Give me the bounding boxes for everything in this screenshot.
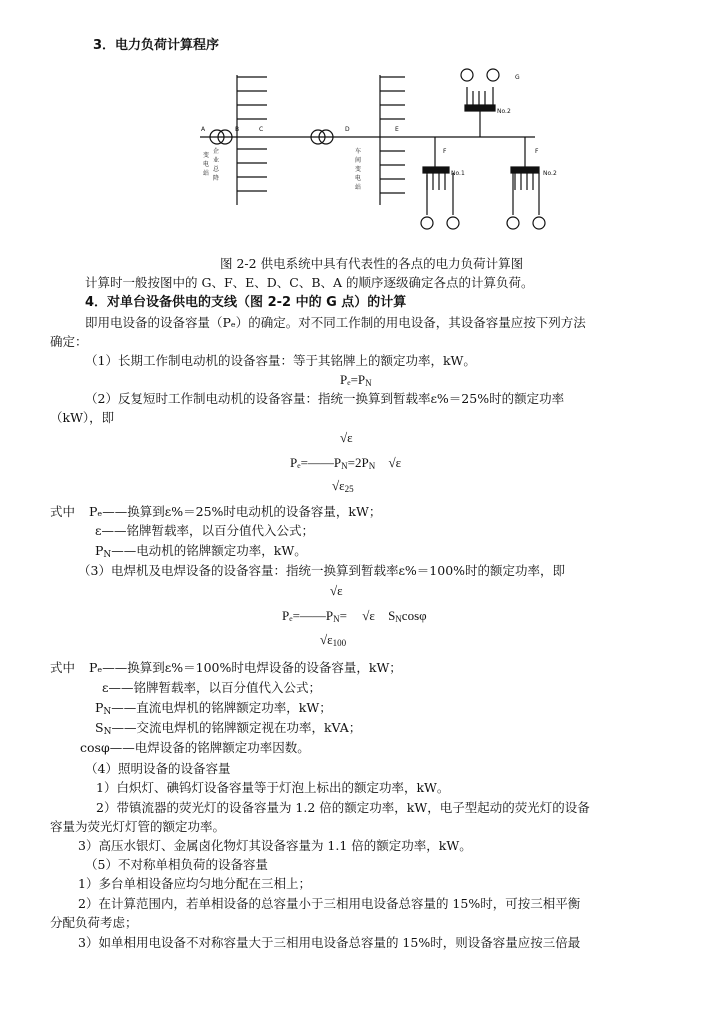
formula-3-denominator: $√\varepsilon_{100}$ xyxy=(320,632,347,648)
item-5-2-line-1: 2）在计算范围内，若单相设备的总容量小于三相用电设备总容量的 15%时，可按三相平衡 xyxy=(78,896,581,911)
svg-text:电: 电 xyxy=(203,161,210,168)
svg-text:站: 站 xyxy=(203,170,210,177)
paragraph-intro-1: 即用电设备的设备容量（Pₑ）的确定。对不同工作制的用电设备，其设备容量应按下列方法 xyxy=(85,315,586,330)
label-C: C xyxy=(259,126,264,133)
item-4-2-line-2: 容量为荧光灯灯管的额定功率。 xyxy=(50,819,226,834)
item-2-line-2: （kW），即 xyxy=(50,410,115,425)
label-B: B xyxy=(235,126,240,133)
item-5-3: 3）如单相用电设备不对称容量大于三相用电设备总容量的 15%时，则设备容量应按三倍最 xyxy=(78,935,581,950)
item-5-2-line-2: 分配负荷考虑； xyxy=(50,915,138,930)
left-load-arrows xyxy=(237,77,267,191)
definition2-cosphi: cosφ——电焊设备的铭牌额定功率因数。 xyxy=(80,740,310,755)
svg-text:间: 间 xyxy=(355,157,362,164)
item-5-1: 1）多台单相设备应均匀地分配在三相上； xyxy=(78,876,311,891)
definition2-epsilon: ε——铭牌暂载率，以百分值代入公式； xyxy=(102,680,321,695)
svg-text:总: 总 xyxy=(213,166,220,173)
svg-text:变: 变 xyxy=(355,166,362,173)
section-4-title: 4．对单台设备供电的支线（图 2-2 中的 G 点）的计算 xyxy=(85,295,407,310)
label-no1: No.1 xyxy=(451,170,465,177)
formula-3-numerator: √ε xyxy=(330,583,343,598)
item-4: （4）照明设备的设备容量 xyxy=(85,761,231,776)
definition-pn: $P_N——$电动机的铭牌额定功率，kW。 xyxy=(95,543,307,560)
item-4-2-line-1: 2）带镇流器的荧光灯的设备容量为 1.2 倍的额定功率，kW，电子型起动的荧光灯的设备 xyxy=(96,800,590,815)
item-4-1: 1）白炽灯、碘钨灯设备容量等于灯泡上标出的额定功率，kW。 xyxy=(96,780,450,795)
svg-text:车: 车 xyxy=(355,148,362,155)
mid-load-arrows xyxy=(380,77,405,193)
item-2-line-1: （2）反复短时工作制电动机的设备容量：指统一换算到暂载率ε%＝25%时的额定功率 xyxy=(85,391,565,406)
item-3: （3）电焊机及电焊设备的设备容量：指统一换算到暂载率ε%＝100%时的额定功率，即 xyxy=(78,563,566,578)
label-no2: No.2 xyxy=(497,108,511,115)
label-no2b: No.2 xyxy=(543,170,557,177)
definition2-pn: $P_N——$直流电焊机的铭牌额定功率，kW； xyxy=(95,700,332,717)
label-E: E xyxy=(395,126,399,133)
definition-pe: 式中 Pₑ——换算到ε%＝25%时电动机的设备容量，kW； xyxy=(50,504,382,519)
item-1: （1）长期工作制电动机的设备容量：等于其铭牌上的额定功率，kW。 xyxy=(85,353,476,368)
svg-text:变: 变 xyxy=(203,152,210,159)
formula-3-main: $P_e=——P_N= √\varepsilon$ $S_N\cos\varphi$ xyxy=(282,608,427,624)
definition2-pe: 式中 Pₑ——换算到ε%＝100%时电焊设备的设备容量，kW； xyxy=(50,660,402,675)
label-D: D xyxy=(345,126,350,133)
svg-text:企: 企 xyxy=(213,148,220,155)
svg-text:电: 电 xyxy=(355,175,362,182)
item-4-3: 3）高压水银灯、金属卤化物灯其设备容量为 1.1 倍的额定功率，kW。 xyxy=(78,838,472,853)
item-5: （5）不对称单相负荷的设备容量 xyxy=(85,857,268,872)
figure-caption: 图 2-2 供电系统中具有代表性的各点的电力负荷计算图 xyxy=(220,256,524,271)
definition2-sn: $S_N——$交流电焊机的铭牌额定视在功率，kVA； xyxy=(95,720,362,737)
label-F2: F xyxy=(535,148,539,155)
definition-epsilon: ε——铭牌暂载率，以百分值代入公式； xyxy=(95,523,314,538)
section-3-title: 3．电力负荷计算程序 xyxy=(93,38,220,53)
label-F: F xyxy=(443,148,447,155)
svg-text:站: 站 xyxy=(355,184,362,191)
svg-text:业: 业 xyxy=(213,157,220,164)
intro-line: 计算时一般按图中的 G、F、E、D、C、B、A 的顺序逐级确定各点的计算负荷。 xyxy=(85,275,534,290)
formula-2-denominator: $√\varepsilon_{25}$ xyxy=(332,478,354,494)
paragraph-intro-2: 确定： xyxy=(50,334,88,349)
label-A: A xyxy=(201,126,206,133)
svg-text:降: 降 xyxy=(213,175,220,182)
formula-1: $P_e=P_N$ xyxy=(340,372,372,388)
power-system-diagram xyxy=(195,65,565,250)
label-G: G xyxy=(515,74,520,81)
formula-2-numerator: √ε xyxy=(340,430,353,445)
formula-2-main: $P_e=——P_N=2P_N$ √ε xyxy=(290,455,402,471)
